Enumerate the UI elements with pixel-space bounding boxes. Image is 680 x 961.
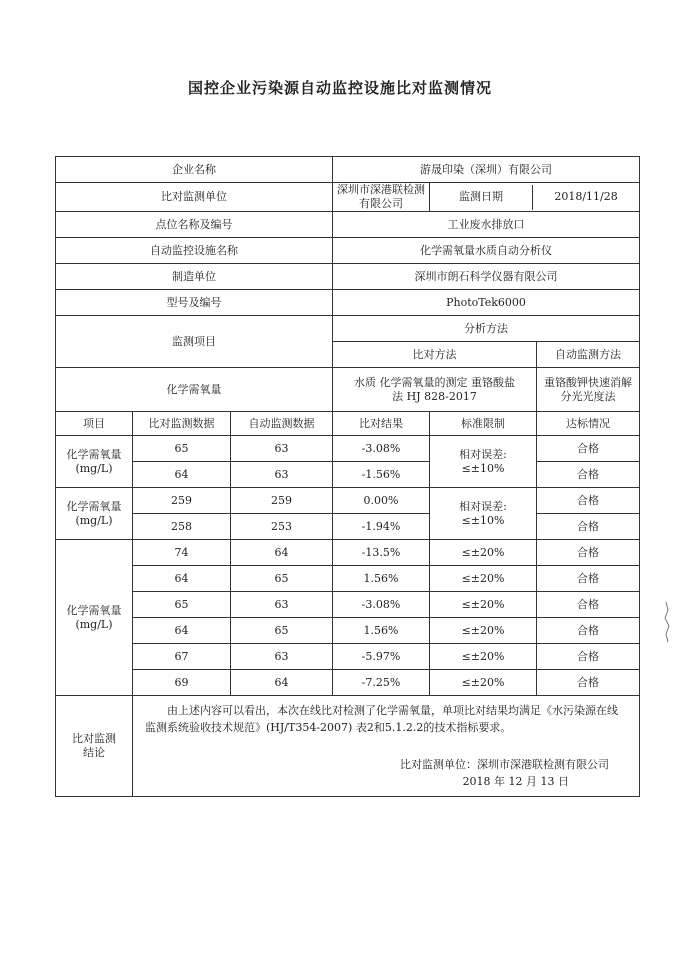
date-label: 监测日期 [430, 185, 533, 210]
auto-value: 63 [231, 436, 333, 462]
auto-value: 63 [231, 462, 333, 488]
comparison-table [55, 156, 640, 797]
conclusion-label: 比对监测 结论 [56, 696, 133, 797]
status-value: 合格 [537, 644, 640, 670]
group-item: 化学需氧量 (mg/L) [56, 436, 133, 488]
group-item: 化学需氧量 (mg/L) [56, 540, 133, 696]
compare-method [333, 368, 537, 412]
result-value: -3.08% [333, 592, 430, 618]
limit-value: ≤±20% [430, 592, 537, 618]
table-row [56, 436, 640, 462]
result-value: -13.5% [333, 540, 430, 566]
result-value: -5.97% [333, 644, 430, 670]
unit-value: 深圳市深港联检测有限公司 [333, 183, 430, 212]
auto-value: 63 [231, 592, 333, 618]
row-method-header [56, 316, 640, 342]
compare-value: 67 [133, 644, 231, 670]
limit-value: 相对误差: ≤±10% [430, 488, 537, 540]
auto-value: 63 [231, 644, 333, 670]
table-row [56, 618, 640, 644]
header-status: 达标情况 [537, 412, 640, 436]
conclusion-row [56, 696, 640, 797]
compare-method-label: 比对方法 [333, 342, 537, 368]
header-item: 项目 [56, 412, 133, 436]
row-model [56, 290, 640, 316]
row-unit [56, 183, 640, 212]
table-row [56, 514, 640, 540]
compare-value: 74 [133, 540, 231, 566]
device-label: 自动监控设施名称 [56, 238, 333, 264]
auto-value: 64 [231, 670, 333, 696]
result-value: -1.56% [333, 462, 430, 488]
date-value: 2018/11/28 [554, 190, 618, 203]
item-label: 监测项目 [56, 316, 333, 368]
status-value: 合格 [537, 670, 640, 696]
limit-value: ≤±20% [430, 566, 537, 592]
auto-value: 253 [231, 514, 333, 540]
auto-value: 65 [231, 618, 333, 644]
auto-method-label: 自动监测方法 [537, 342, 640, 368]
item-name: 化学需氧量 [56, 368, 333, 412]
enterprise-value: 游晟印染（深圳）有限公司 [333, 157, 640, 183]
compare-value: 64 [133, 566, 231, 592]
table-row [56, 462, 640, 488]
status-value: 合格 [537, 540, 640, 566]
conclusion-signer: 比对监测单位：深圳市深港联检测有限公司 [400, 758, 610, 771]
limit-value: ≤±20% [430, 644, 537, 670]
table-row [56, 592, 640, 618]
compare-value: 64 [133, 462, 231, 488]
result-value: 1.56% [333, 618, 430, 644]
result-value: -7.25% [333, 670, 430, 696]
limit-value: ≤±20% [430, 540, 537, 566]
analysis-label: 分析方法 [333, 316, 640, 342]
auto-method: 重铬酸钾快速消解分光光度法 [537, 368, 640, 412]
row-device [56, 238, 640, 264]
table-row [56, 644, 640, 670]
conclusion-text: 由上述内容可以看出，本次在线比对检测了化学需氧量，单项比对结果均满足《水污染源在线监测系统验收技术规范》(HJ/T354-2007) 表2和5.1.2.2的技术指标要求。 [145, 704, 618, 734]
compare-method-line1: 水质 化学需氧量的测定 重铬酸盐 [354, 375, 516, 389]
date-split-cell [430, 183, 640, 212]
model-value: PhotoTek6000 [333, 290, 640, 316]
conclusion-content [133, 696, 640, 797]
compare-value: 65 [133, 592, 231, 618]
auto-value: 259 [231, 488, 333, 514]
table-row [56, 540, 640, 566]
compare-value: 258 [133, 514, 231, 540]
result-value: 0.00% [333, 488, 430, 514]
limit-value: ≤±20% [430, 618, 537, 644]
device-value: 化学需氧量水质自动分析仪 [333, 238, 640, 264]
model-label: 型号及编号 [56, 290, 333, 316]
status-value: 合格 [537, 566, 640, 592]
group-item: 化学需氧量 (mg/L) [56, 488, 133, 540]
row-maker [56, 264, 640, 290]
compare-value: 259 [133, 488, 231, 514]
row-method [56, 368, 640, 412]
table-row [56, 488, 640, 514]
header-compare: 比对监测数据 [133, 412, 231, 436]
compare-value: 64 [133, 618, 231, 644]
status-value: 合格 [537, 462, 640, 488]
compare-value: 65 [133, 436, 231, 462]
status-value: 合格 [537, 436, 640, 462]
status-value: 合格 [537, 488, 640, 514]
result-value: 1.56% [333, 566, 430, 592]
margin-mark [660, 600, 672, 650]
auto-value: 64 [231, 540, 333, 566]
status-value: 合格 [537, 592, 640, 618]
point-label: 点位名称及编号 [56, 212, 333, 238]
header-auto: 自动监测数据 [231, 412, 333, 436]
page-title: 国控企业污染源自动监控设施比对监测情况 [187, 79, 492, 97]
conclusion-date: 2018 年 12 月 13 日 [462, 775, 570, 788]
result-value: -3.08% [333, 436, 430, 462]
status-value: 合格 [537, 514, 640, 540]
row-enterprise [56, 157, 640, 183]
point-value: 工业废水排放口 [333, 212, 640, 238]
limit-value: 相对误差: ≤±10% [430, 436, 537, 488]
header-limit: 标准限制 [430, 412, 537, 436]
compare-method-line2: 法 HJ 828-2017 [392, 389, 477, 403]
table-row [56, 566, 640, 592]
compare-value: 69 [133, 670, 231, 696]
maker-value: 深圳市朗石科学仪器有限公司 [333, 264, 640, 290]
header-result: 比对结果 [333, 412, 430, 436]
unit-label: 比对监测单位 [56, 183, 333, 212]
status-value: 合格 [537, 618, 640, 644]
auto-value: 65 [231, 566, 333, 592]
row-point [56, 212, 640, 238]
enterprise-label: 企业名称 [56, 157, 333, 183]
maker-label: 制造单位 [56, 264, 333, 290]
table-row [56, 670, 640, 696]
limit-value: ≤±20% [430, 670, 537, 696]
result-value: -1.94% [333, 514, 430, 540]
header-row [56, 412, 640, 436]
